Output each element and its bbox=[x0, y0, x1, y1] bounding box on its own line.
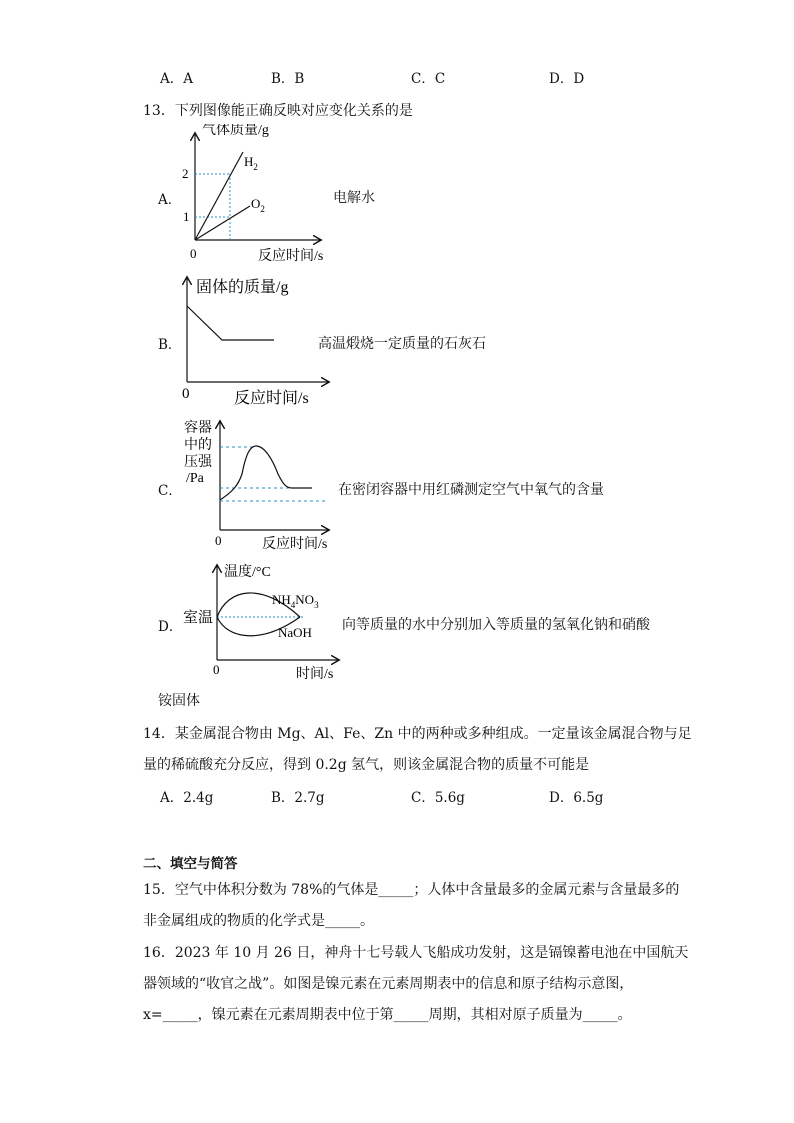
q14-option-a: A．2.4g bbox=[160, 790, 214, 806]
q14-option-b: B．2.7g bbox=[271, 790, 325, 806]
graph-b-xlabel: 反应时间/s bbox=[234, 390, 309, 407]
graph-a bbox=[180, 124, 330, 264]
q13-a-label: A． bbox=[158, 192, 182, 208]
graph-d-ylabel: 温度/°C bbox=[224, 565, 271, 580]
q13-b-desc: 高温煅烧一定质量的石灰石 bbox=[318, 336, 486, 352]
graph-c-curve bbox=[220, 446, 312, 500]
graph-c-origin: 0 bbox=[215, 533, 222, 548]
graph-d-origin: 0 bbox=[213, 662, 220, 677]
graph-a-ytick-1: 1 bbox=[183, 209, 190, 224]
section-heading: 二、填空与简答 bbox=[143, 856, 238, 872]
graph-a-o2-line bbox=[195, 206, 250, 240]
q16-line-3: x=_____，镍元素在元素周期表中位于第_____周期，其相对原子质量为_____。 bbox=[143, 1007, 632, 1023]
graph-d-nh4no3-label: $NH_4NO_3$ bbox=[272, 592, 319, 610]
q15-line-1: 15．空气中体积分数为 78%的气体是_____；人体中含量最多的金属元素与含量最多的 bbox=[143, 882, 680, 898]
graph-c-ylabel-1: 容器 bbox=[184, 421, 212, 436]
q14-option-d: D．6.5g bbox=[549, 790, 604, 806]
q13-d-desc-cont: 铵固体 bbox=[158, 693, 200, 709]
q13-d-label: D． bbox=[158, 619, 183, 635]
graph-b-curve bbox=[187, 306, 274, 340]
graph-d-room-label: 室温 bbox=[183, 610, 214, 626]
q14-option-c: C．5.6g bbox=[411, 790, 465, 806]
graph-a-xlabel: 反应时间/s bbox=[258, 249, 324, 264]
q15-line-2: 非金属组成的物质的化学式是_____。 bbox=[143, 913, 374, 929]
graph-d-naoh-label: NaOH bbox=[278, 625, 312, 640]
q13-c-desc: 在密闭容器中用红磷测定空气中氧气的含量 bbox=[338, 482, 604, 498]
q12-option-d: D．D bbox=[549, 71, 585, 87]
q14-line-2: 量的稀硫酸充分反应，得到 0.2g 氢气，则该金属混合物的质量不可能是 bbox=[143, 757, 590, 773]
graph-b-origin: 0 bbox=[182, 386, 190, 402]
q13-a-desc: 电解水 bbox=[333, 190, 375, 206]
q14-line-1: 14．某金属混合物由 Mg、Al、Fe、Zn 中的两种或多种组成。一定量该金属混合物与足 bbox=[143, 726, 692, 742]
graph-a-o2-label: $O_2$ bbox=[251, 196, 265, 214]
graph-a-origin: 0 bbox=[190, 246, 197, 261]
graph-d-xlabel: 时间/s bbox=[296, 667, 334, 682]
q13-d-desc: 向等质量的水中分别加入等质量的氢氧化钠和硝酸 bbox=[342, 617, 650, 633]
graph-a-ytick-2: 2 bbox=[182, 166, 189, 181]
graph-a-h2-label: $H_2$ bbox=[244, 154, 258, 172]
q12-option-c: C．C bbox=[411, 71, 446, 87]
q12-option-a: A．A bbox=[160, 71, 193, 87]
graph-c-ylabel-2: 中的 bbox=[184, 438, 212, 453]
graph-b-ylabel: 固体的质量/g bbox=[196, 279, 289, 296]
graph-c-ylabel-3: 压强 bbox=[184, 455, 212, 470]
graph-c-ylabel-4: /Pa bbox=[186, 471, 204, 486]
graph-c bbox=[180, 414, 340, 556]
graph-d bbox=[180, 560, 344, 684]
graph-a-ylabel: 气体质量/g bbox=[202, 124, 269, 138]
q16-line-1: 16．2023 年 10 月 26 日，神舟十七号载人飞船成功发射，这是镉镍蓄电池在中国航天 bbox=[143, 945, 689, 961]
q13-b-label: B． bbox=[158, 337, 182, 353]
graph-a-h2-line bbox=[195, 152, 243, 240]
graph-b bbox=[176, 270, 336, 412]
q16-line-2: 器领域的“收官之战”。如图是镍元素在元素周期表中的信息和原子结构示意图， bbox=[143, 976, 634, 992]
q12-option-b: B．B bbox=[271, 71, 305, 87]
q13-c-label: C． bbox=[158, 483, 182, 499]
q13-stem: 13．下列图像能正确反映对应变化关系的是 bbox=[143, 103, 413, 119]
graph-c-xlabel: 反应时间/s bbox=[262, 537, 328, 552]
